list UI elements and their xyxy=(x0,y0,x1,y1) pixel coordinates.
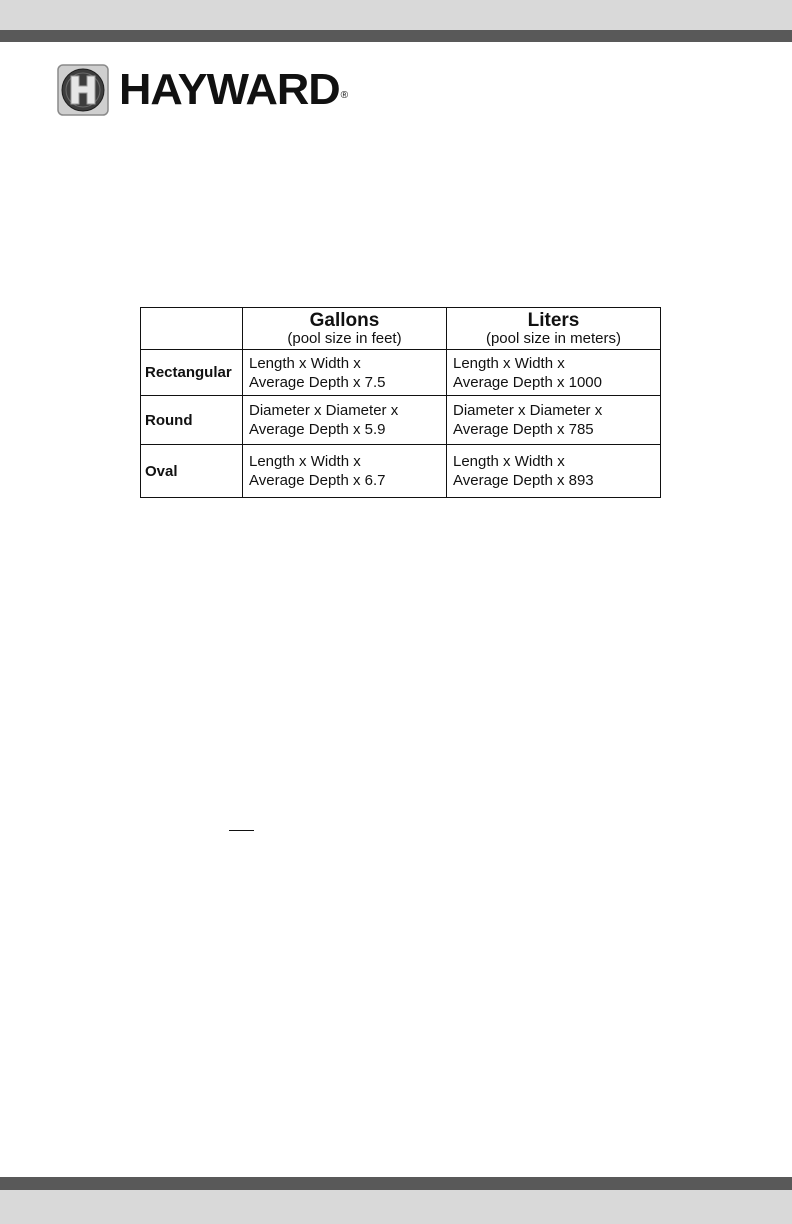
formula-line: Length x Width x xyxy=(249,354,361,372)
gallons-formula-cell xyxy=(243,350,447,396)
liters-subtitle: (pool size in meters) xyxy=(485,329,622,347)
row-label-rectangular: Rectangular xyxy=(141,350,243,396)
formula-line: Average Depth x 785 xyxy=(453,421,594,438)
liters-title: Liters xyxy=(527,309,580,331)
formula-line: Average Depth x 893 xyxy=(453,472,594,489)
row-label-oval: Oval xyxy=(141,445,243,498)
header-blank-cell xyxy=(141,308,243,350)
table-row xyxy=(141,350,661,396)
liters-header xyxy=(447,308,661,350)
formula-line: Average Depth x 1000 xyxy=(453,373,602,391)
registered-mark: ® xyxy=(340,90,348,101)
brand-name: HAYWARD® xyxy=(119,65,348,114)
gallons-header xyxy=(243,308,447,350)
formula-line: Diameter x Diameter x xyxy=(249,402,399,419)
formula-line: Length x Width x xyxy=(453,453,565,470)
formula-line: Average Depth x 7.5 xyxy=(249,373,386,391)
formula-line: Diameter x Diameter x xyxy=(453,402,603,419)
table-header-row xyxy=(141,308,661,350)
underline-mark xyxy=(229,830,254,831)
formula-line: Length x Width x xyxy=(249,453,361,470)
pool-volume-table xyxy=(140,307,661,498)
formula-line: Average Depth x 6.7 xyxy=(249,472,386,489)
footer-band-light xyxy=(0,1190,792,1224)
header-band-dark xyxy=(0,30,792,42)
table-row xyxy=(141,396,661,445)
hayward-h-logo-icon xyxy=(57,64,109,116)
header-band-light xyxy=(0,0,792,30)
liters-formula-cell xyxy=(447,445,661,498)
gallons-subtitle: (pool size in feet) xyxy=(287,329,402,347)
gallons-title: Gallons xyxy=(309,309,380,331)
hayward-logo xyxy=(57,64,348,116)
row-label-round: Round xyxy=(141,396,243,445)
formula-line: Length x Width x xyxy=(453,354,565,372)
table-row xyxy=(141,445,661,498)
gallons-formula-cell xyxy=(243,445,447,498)
liters-formula-cell xyxy=(447,350,661,396)
liters-formula-cell xyxy=(447,396,661,445)
formula-line: Average Depth x 5.9 xyxy=(249,421,386,438)
gallons-formula-cell xyxy=(243,396,447,445)
footer-band-dark xyxy=(0,1177,792,1190)
